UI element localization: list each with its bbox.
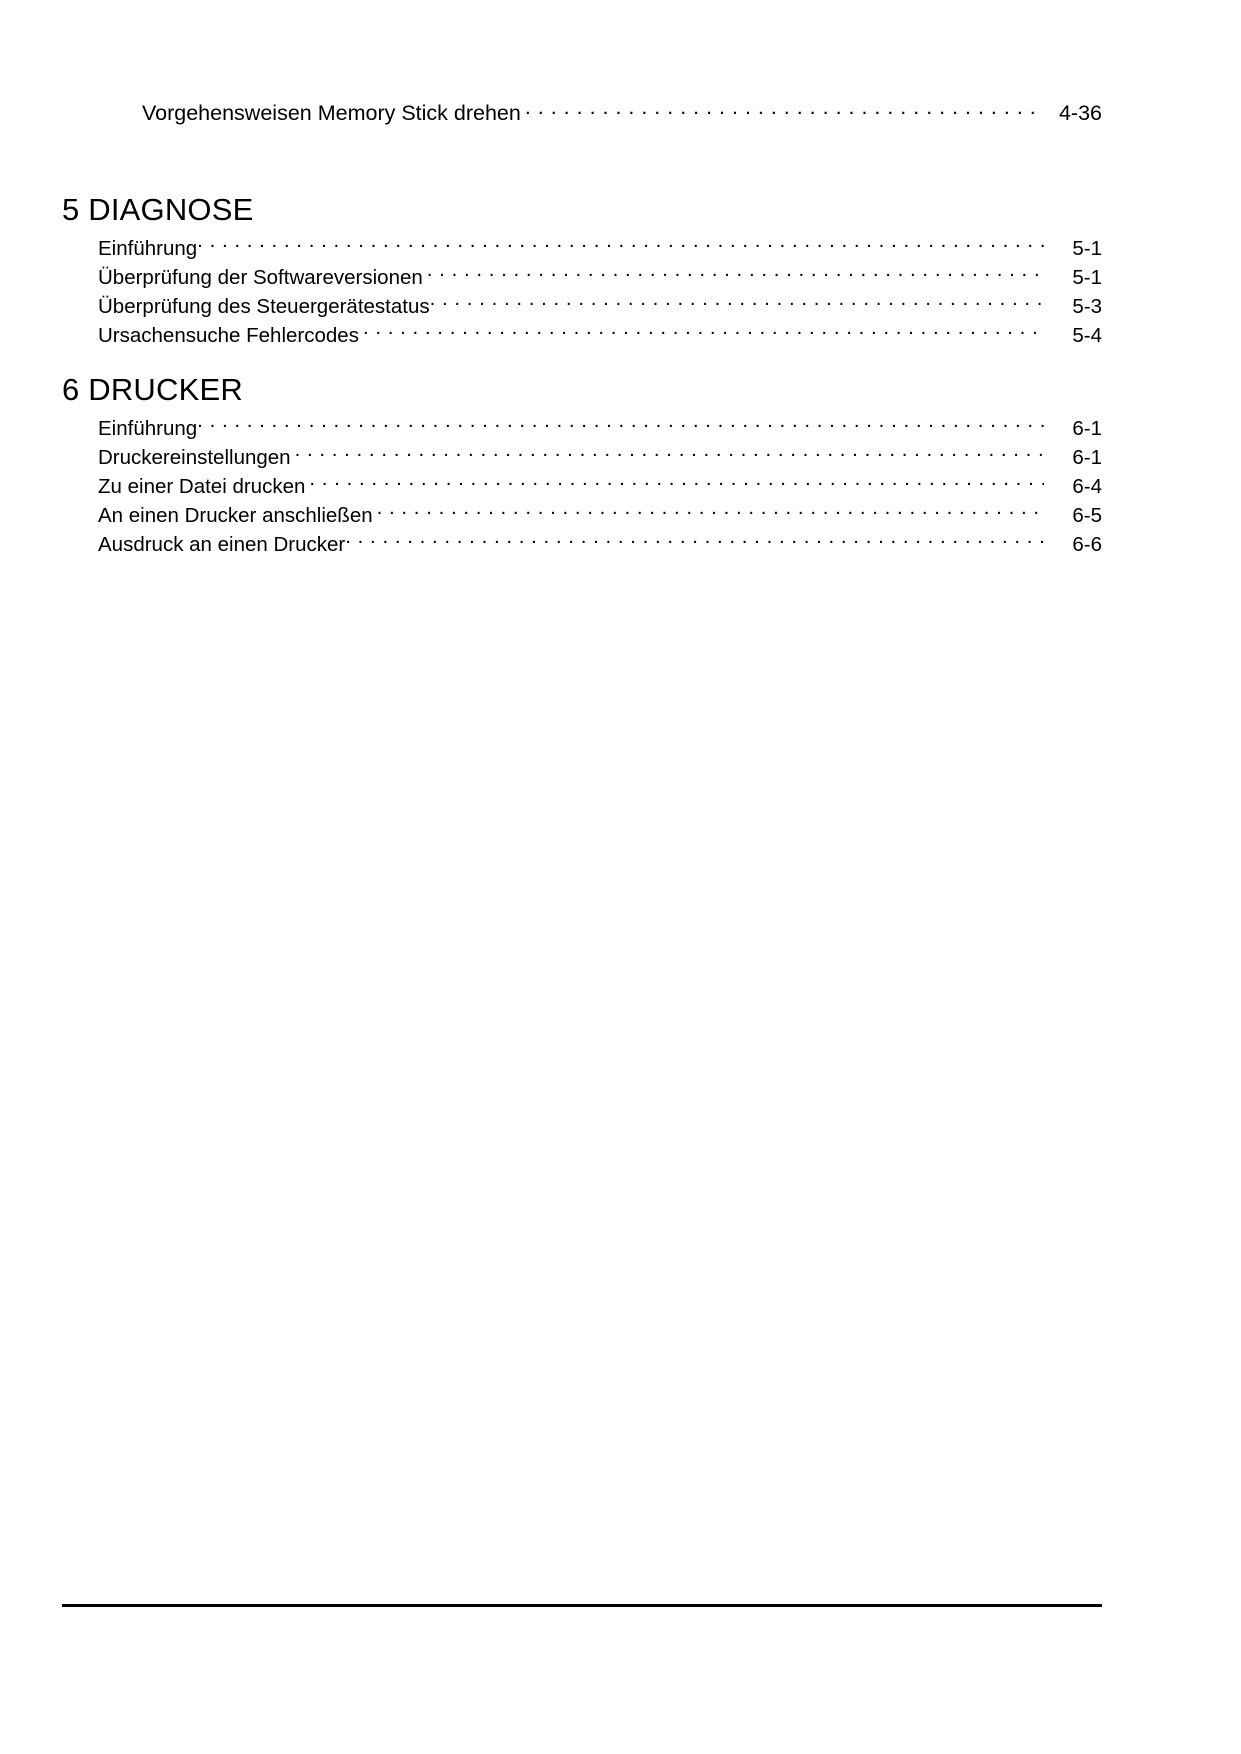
toc-entry[interactable] xyxy=(98,530,1102,559)
toc-entry-label: Zu einer Datei drucken xyxy=(98,475,306,498)
toc-entry-page: 6-4 xyxy=(1072,475,1102,498)
dot-leader xyxy=(363,322,1044,343)
toc-entry-page: 6-5 xyxy=(1072,504,1102,527)
dot-leader xyxy=(197,235,1044,256)
toc-chapter-6 xyxy=(62,372,1102,559)
toc-chapter-5 xyxy=(62,192,1102,350)
toc-entry-page: 5-1 xyxy=(1072,237,1102,260)
dot-leader xyxy=(345,531,1044,552)
toc-entry-page: 6-1 xyxy=(1072,417,1102,440)
toc-entry-page: 5-1 xyxy=(1072,266,1102,289)
toc-entry-page: 6-6 xyxy=(1072,533,1102,556)
chapter-title: 6 DRUCKER xyxy=(62,372,243,407)
toc-entry-page: 5-3 xyxy=(1072,295,1102,318)
toc-entry-label: Ausdruck an einen Drucker xyxy=(98,533,346,556)
toc-entry[interactable] xyxy=(98,292,1102,321)
dot-leader xyxy=(197,415,1044,436)
toc-entry[interactable] xyxy=(98,443,1102,472)
dot-leader xyxy=(377,502,1044,523)
dot-leader xyxy=(295,444,1044,465)
toc-entry-page: 5-4 xyxy=(1072,324,1102,347)
dot-leader xyxy=(430,293,1044,314)
toc-entry-list xyxy=(98,234,1102,350)
toc-entry[interactable] xyxy=(98,234,1102,263)
toc-entry[interactable] xyxy=(98,321,1102,350)
toc-entry-label: Ursachensuche Fehlercodes xyxy=(98,324,359,347)
toc-entry-label: Vorgehensweisen Memory Stick drehen xyxy=(142,100,521,125)
toc-entry[interactable] xyxy=(98,472,1102,501)
toc-entry-label: Überprüfung des Steuergerätestatus xyxy=(98,295,430,318)
toc-entry-list xyxy=(98,414,1102,559)
chapter-title: 5 DIAGNOSE xyxy=(62,192,254,227)
toc-entry-page: 4-36 xyxy=(1058,100,1102,125)
toc-entry[interactable] xyxy=(98,414,1102,443)
toc-entry-label: An einen Drucker anschließen xyxy=(98,504,373,527)
toc-entry-label: Einführung xyxy=(98,237,198,260)
toc-entry-orphan[interactable] xyxy=(142,98,1102,126)
toc-entry-label: Überprüfung der Softwareversionen xyxy=(98,266,423,289)
toc-entry-label: Einführung xyxy=(98,417,198,440)
toc-entry-label: Druckereinstellungen xyxy=(98,446,291,469)
toc-entry[interactable] xyxy=(98,501,1102,530)
toc-entry-page: 6-1 xyxy=(1072,446,1102,469)
toc-entry[interactable] xyxy=(98,263,1102,292)
footer-divider xyxy=(62,1604,1102,1607)
dot-leader xyxy=(309,473,1044,494)
dot-leader xyxy=(427,264,1044,285)
dot-leader xyxy=(525,98,1044,120)
